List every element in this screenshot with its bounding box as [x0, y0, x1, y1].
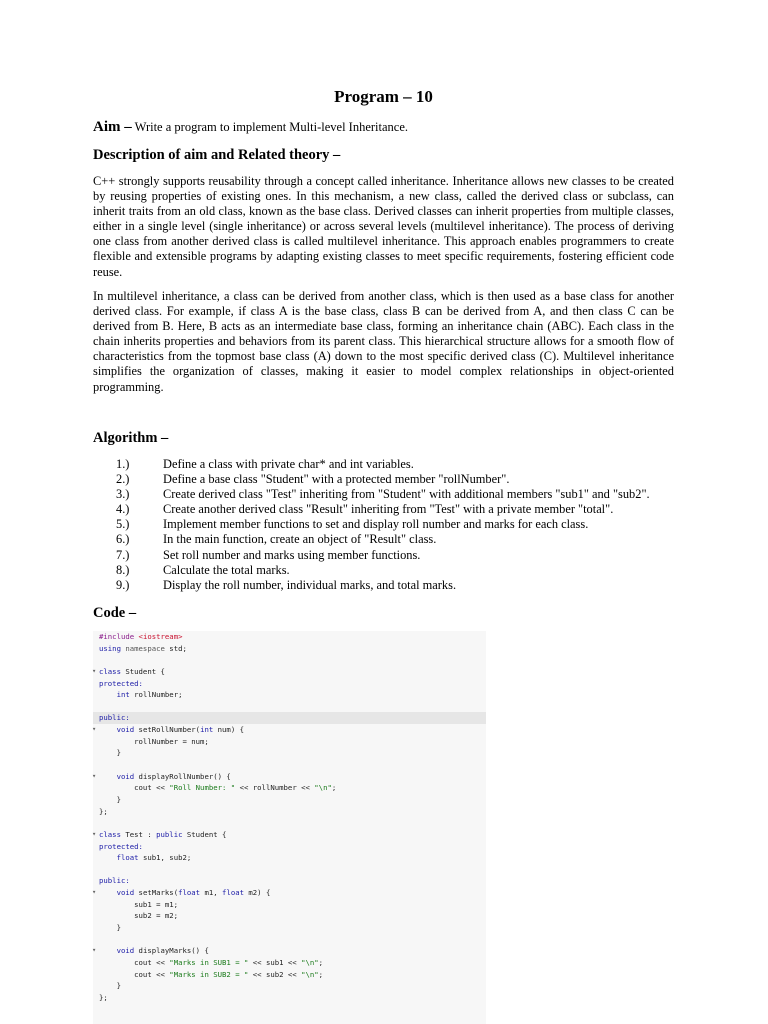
- code-token: [99, 888, 117, 897]
- step-number: 2.): [116, 472, 130, 487]
- code-token: "\n": [301, 969, 319, 979]
- code-token: ;: [318, 969, 324, 979]
- algorithm-step: [116, 502, 686, 517]
- code-line: [93, 747, 486, 759]
- fold-marker-icon: ▾: [92, 946, 97, 955]
- code-line: [93, 875, 486, 887]
- step-text: In the main function, create an object of "Result" class.: [163, 532, 437, 547]
- code-line: [93, 794, 486, 806]
- code-token: << sub2 <<: [248, 969, 302, 979]
- code-line: [93, 759, 486, 771]
- code-token: setRollNumber(: [138, 725, 201, 735]
- fold-marker-icon: ▾: [92, 666, 97, 675]
- aim-label: Aim –: [93, 119, 132, 135]
- algorithm-step: [116, 532, 686, 547]
- algorithm-heading: Algorithm –: [93, 430, 169, 446]
- step-number: 1.): [116, 457, 130, 471]
- code-token: class: [99, 666, 126, 676]
- code-heading: Code –: [93, 605, 137, 621]
- code-token: displayRollNumber() {: [138, 771, 231, 781]
- code-line: [93, 736, 486, 748]
- code-token: cout <<: [99, 783, 170, 793]
- code-line: [93, 945, 486, 957]
- code-line: [93, 864, 486, 876]
- code-line: [93, 957, 486, 969]
- code-token: };: [99, 992, 108, 1002]
- code-token: using: [99, 643, 126, 653]
- code-token: sub2 = m2;: [99, 911, 179, 921]
- code-token: Student {: [186, 829, 227, 839]
- code-token: "Marks in SUB2 = ": [169, 969, 249, 979]
- code-token: displayMarks() {: [138, 946, 209, 956]
- code-token: << sub1 <<: [248, 957, 302, 967]
- code-token: cout <<: [99, 969, 170, 979]
- code-line: [93, 654, 486, 666]
- algorithm-step: [116, 563, 686, 578]
- code-token: float: [222, 888, 249, 898]
- code-token: };: [99, 806, 108, 816]
- code-token: float: [178, 888, 205, 898]
- code-token: "\n": [314, 783, 332, 793]
- code-line: [93, 829, 486, 841]
- code-token: public: [156, 829, 187, 839]
- code-line: [93, 712, 486, 724]
- step-number: 6.): [116, 532, 130, 547]
- code-token: cout <<: [99, 957, 170, 967]
- code-line: [93, 852, 486, 864]
- code-line: [93, 980, 486, 992]
- code-token: sub1 = m1;: [99, 899, 179, 909]
- step-text: Set roll number and marks using member functions.: [163, 547, 421, 562]
- code-token: ;: [331, 783, 337, 793]
- code-line: [93, 841, 486, 853]
- code-token: [99, 853, 117, 862]
- code-token: void: [116, 946, 139, 956]
- step-number: 4.): [116, 502, 130, 517]
- code-screenshot: [93, 631, 486, 1024]
- step-text: Create another derived class "Result" inheriting from "Test" with a private member "total".: [163, 502, 614, 517]
- code-token: void: [116, 725, 139, 735]
- code-line: [93, 643, 486, 655]
- algorithm-step: [116, 578, 686, 593]
- aim-text: Write a program to implement Multi-level Inheritance.: [131, 120, 409, 134]
- theory-paragraph-1: C++ strongly supports reusability through a concept called inheritance. Inheritance allows new classes to be created by reusing properties of existing ones. In this mechanism, a new class, called the derived class or subclass, can inherit traits from an old class, known as the base class. Derived classes can inherit properties from multiple classes, either in a single level (single inheritance) or across several levels (multilevel inheritance). The process of deriving one class from another derived class is called multilevel inheritance. This approach enables programmers to create flexible and extensible programs by adapting existing classes to meet specific requirements, fostering efficient code reuse.: [93, 174, 674, 279]
- code-token: #include: [99, 632, 139, 641]
- code-token: setMarks(: [138, 888, 179, 898]
- code-token: [99, 946, 117, 955]
- code-line: [93, 922, 486, 934]
- theory-paragraph-2: In multilevel inheritance, a class can be derived from another class, which is then used as a base class for another derived class. For example, if class A is the base class, class B can be derived from A, and then class C can be derived from B. Here, B acts as an intermediate base class, forming an inheritance chain (ABC). Each class in the chain inherits properties and behaviors from its parent class. This hierarchical structure allows for a smooth flow of characteristics from the topmost base class (A) down to the most specific derived class (C). Multilevel inheritance simplifies the organization of classes, making it easier to model complex relationships in object-oriented programming.: [93, 289, 674, 394]
- code-token: [99, 690, 117, 699]
- step-text: Define a base class "Student" with a protected member "rollNumber".: [163, 472, 510, 487]
- step-number: 8.): [116, 562, 130, 577]
- code-token: }: [99, 748, 121, 758]
- code-token: void: [116, 888, 139, 898]
- code-line: [93, 934, 486, 946]
- algorithm-step: [116, 517, 686, 532]
- code-line: [93, 969, 486, 981]
- code-token: num) {: [217, 725, 244, 735]
- code-token: class: [99, 829, 126, 839]
- code-token: "Roll Number: ": [169, 783, 236, 793]
- step-number: 9.): [116, 577, 130, 592]
- code-line: [93, 771, 486, 783]
- code-token: public:: [99, 713, 130, 723]
- code-line: [93, 806, 486, 818]
- step-text: Calculate the total marks.: [163, 562, 290, 577]
- fold-marker-icon: ▾: [92, 725, 97, 734]
- code-token: m1,: [204, 888, 223, 898]
- code-line: [93, 724, 486, 736]
- code-line: [93, 689, 486, 701]
- code-token: ;: [318, 957, 324, 967]
- code-token: }: [99, 794, 121, 804]
- code-token: "Marks in SUB1 = ": [169, 957, 249, 967]
- algorithm-step: [116, 457, 686, 472]
- code-token: [99, 725, 117, 734]
- step-text: Create derived class "Test" inheriting from "Student" with additional members "sub1" and "sub2".: [163, 487, 650, 502]
- code-token: << rollNumber <<: [235, 783, 315, 793]
- step-number: 5.): [116, 517, 130, 532]
- code-token: "\n": [301, 957, 319, 967]
- code-token: sub1, sub2;: [142, 853, 192, 863]
- code-line: [93, 910, 486, 922]
- fold-marker-icon: ▾: [92, 829, 97, 838]
- fold-marker-icon: ▾: [92, 888, 97, 897]
- aim-line: [93, 118, 408, 136]
- step-text: Define a class with private char* and int variables.: [163, 457, 414, 471]
- algorithm-list: [116, 457, 686, 593]
- step-text: Implement member functions to set and display roll number and marks for each class.: [163, 517, 589, 532]
- code-token: m2) {: [248, 888, 271, 898]
- code-token: void: [116, 771, 139, 781]
- code-line: [93, 631, 486, 643]
- code-token: rollNumber = num;: [99, 736, 209, 746]
- algorithm-step: [116, 472, 686, 487]
- description-heading: Description of aim and Related theory –: [93, 147, 341, 163]
- code-line: [93, 817, 486, 829]
- step-number: 3.): [116, 487, 130, 502]
- code-token: rollNumber;: [134, 690, 183, 700]
- code-token: float: [116, 853, 143, 863]
- step-number: 7.): [116, 547, 130, 562]
- code-line: [93, 782, 486, 794]
- code-token: int: [116, 690, 135, 700]
- fold-marker-icon: ▾: [92, 771, 97, 780]
- code-token: public:: [99, 876, 130, 886]
- code-token: std;: [169, 643, 187, 653]
- code-token: protected:: [99, 678, 143, 688]
- code-line: [93, 701, 486, 713]
- code-line: [93, 678, 486, 690]
- code-token: protected:: [99, 841, 143, 851]
- code-token: }: [99, 981, 121, 991]
- code-token: Student {: [125, 666, 165, 676]
- code-token: namespace: [125, 643, 170, 653]
- algorithm-step: [116, 487, 686, 502]
- algorithm-step: [116, 548, 686, 563]
- code-line: [93, 992, 486, 1004]
- code-line: [93, 887, 486, 899]
- step-text: Display the roll number, individual marks, and total marks.: [163, 577, 457, 592]
- code-token: [99, 772, 117, 781]
- code-token: int: [200, 725, 218, 735]
- code-token: }: [99, 923, 121, 933]
- page-title: Program – 10: [334, 87, 433, 106]
- code-line: [93, 899, 486, 911]
- code-token: <iostream>: [138, 632, 183, 641]
- code-token: Test :: [125, 829, 157, 839]
- code-line: [93, 666, 486, 678]
